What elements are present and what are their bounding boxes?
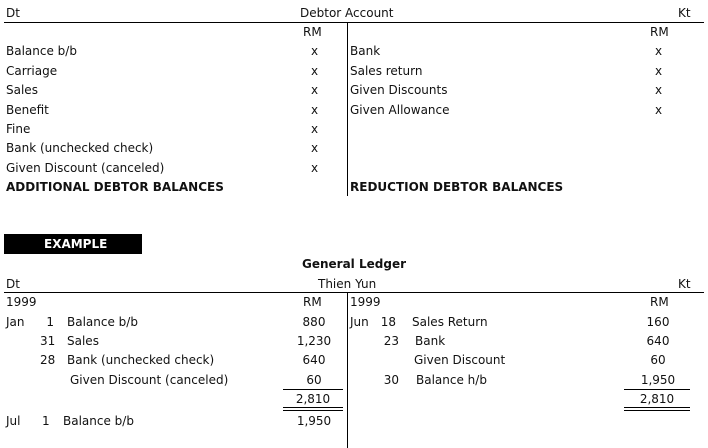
ledger-right-label: Given Discount bbox=[414, 353, 506, 367]
debtor-left-amount: x bbox=[311, 161, 319, 175]
ledger-left-double-rule-1 bbox=[283, 407, 343, 408]
ledger-left-total: 2,810 bbox=[295, 392, 331, 406]
ledger-left-amount: 1,230 bbox=[296, 334, 332, 348]
ledger-right-amount: 640 bbox=[646, 334, 670, 348]
debtor-account-title: Debtor Account bbox=[300, 6, 394, 20]
debtor-right-footer: REDUCTION DEBTOR BALANCES bbox=[350, 180, 564, 194]
ledger-kt-label: Kt bbox=[678, 277, 691, 291]
ledger-right-month: Jun bbox=[350, 315, 369, 329]
debtor-left-amount: x bbox=[311, 83, 319, 97]
debtor-left-label: Carriage bbox=[6, 64, 58, 78]
ledger-closing-amount: 1,950 bbox=[296, 414, 332, 428]
ledger-left-day: 31 bbox=[40, 334, 56, 348]
ledger-closing-month: Jul bbox=[6, 414, 21, 428]
ledger-right-double-rule-1 bbox=[624, 407, 690, 408]
debtor-left-label: Fine bbox=[6, 122, 31, 136]
ledger-right-label: Balance h/b bbox=[416, 373, 487, 387]
debtor-left-label: Bank (unchecked check) bbox=[6, 141, 154, 155]
debtor-right-label: Given Discounts bbox=[350, 83, 448, 97]
ledger-right-label: Bank bbox=[415, 334, 446, 348]
debtor-right-amount: x bbox=[655, 103, 663, 117]
ledger-right-day: 18 bbox=[380, 315, 396, 329]
debtor-right-amount: x bbox=[655, 83, 663, 97]
ledger-account-name: Thien Yun bbox=[318, 277, 377, 291]
ledger-dt-label: Dt bbox=[6, 277, 20, 291]
ledger-left-double-rule-2 bbox=[283, 410, 343, 411]
debtor-left-amount: x bbox=[311, 141, 319, 155]
ledger-right-total-rule bbox=[624, 389, 690, 390]
example-banner-text: EXAMPLE bbox=[44, 237, 108, 251]
ledger-left-day: 1 bbox=[46, 315, 54, 329]
debtor-right-amount: x bbox=[655, 64, 663, 78]
ledger-center-rule bbox=[347, 292, 348, 448]
debtor-left-label: Sales bbox=[6, 83, 38, 97]
ledger-left-label: Sales bbox=[67, 334, 99, 348]
ledger-right-amount: 160 bbox=[646, 315, 670, 329]
debtor-left-label: Balance b/b bbox=[6, 44, 77, 58]
debtor-right-label: Bank bbox=[350, 44, 381, 58]
ledger-left-total-rule bbox=[283, 389, 343, 390]
debtor-rm-right: RM bbox=[650, 25, 669, 39]
ledger-rm-left: RM bbox=[303, 295, 322, 309]
ledger-right-total: 2,810 bbox=[639, 392, 675, 406]
ledger-left-label: Given Discount (canceled) bbox=[70, 373, 229, 387]
ledger-right-day: 30 bbox=[383, 373, 399, 387]
ledger-left-amount: 60 bbox=[306, 373, 322, 387]
debtor-left-label: Benefit bbox=[6, 103, 49, 117]
ledger-heading: General Ledger bbox=[302, 257, 406, 271]
debtor-center-rule bbox=[347, 22, 348, 196]
debtor-top-rule bbox=[4, 22, 704, 23]
ledger-left-label: Balance b/b bbox=[67, 315, 138, 329]
ledger-left-amount: 640 bbox=[302, 353, 326, 367]
debtor-kt-label: Kt bbox=[678, 6, 691, 20]
debtor-left-label: Given Discount (canceled) bbox=[6, 161, 165, 175]
ledger-year-right: 1999 bbox=[350, 295, 381, 309]
ledger-left-amount: 880 bbox=[302, 315, 326, 329]
ledger-year-left: 1999 bbox=[6, 295, 37, 309]
ledger-right-double-rule-2 bbox=[624, 410, 690, 411]
debtor-right-label: Sales return bbox=[350, 64, 423, 78]
debtor-left-amount: x bbox=[311, 122, 319, 136]
ledger-right-day: 23 bbox=[383, 334, 399, 348]
ledger-right-label: Sales Return bbox=[412, 315, 488, 329]
ledger-right-amount: 60 bbox=[650, 353, 666, 367]
ledger-rm-right: RM bbox=[650, 295, 669, 309]
debtor-left-amount: x bbox=[311, 64, 319, 78]
debtor-left-amount: x bbox=[311, 103, 319, 117]
ledger-closing-day: 1 bbox=[42, 414, 50, 428]
ledger-closing-label: Balance b/b bbox=[63, 414, 134, 428]
ledger-left-day: 28 bbox=[40, 353, 56, 367]
debtor-right-label: Given Allowance bbox=[350, 103, 450, 117]
ledger-left-label: Bank (unchecked check) bbox=[67, 353, 215, 367]
ledger-left-month: Jan bbox=[6, 315, 25, 329]
debtor-dt-label: Dt bbox=[6, 6, 20, 20]
debtor-right-amount: x bbox=[655, 44, 663, 58]
ledger-top-rule bbox=[4, 292, 704, 293]
example-banner bbox=[4, 234, 142, 254]
ledger-right-amount: 1,950 bbox=[640, 373, 676, 387]
debtor-rm-left: RM bbox=[303, 25, 322, 39]
debtor-left-footer: ADDITIONAL DEBTOR BALANCES bbox=[6, 180, 224, 194]
debtor-left-amount: x bbox=[311, 44, 319, 58]
